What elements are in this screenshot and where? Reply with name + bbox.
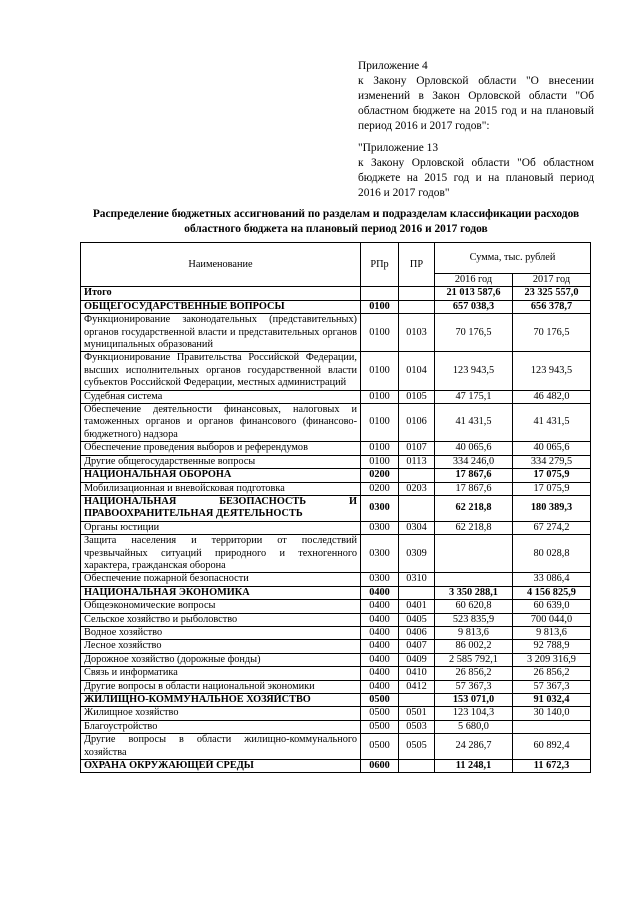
- row-2016: [435, 535, 513, 573]
- row-name: Функционирование Правительства Российской Федерации, высших исполнительных органов государственной власти субъектов Российской Федерации, местных администраций: [81, 352, 361, 390]
- row-pr: 0407: [399, 640, 435, 653]
- row-pr: [399, 586, 435, 599]
- budget-table: [80, 242, 591, 773]
- header-pr: ПР: [399, 243, 435, 287]
- header-rpr: РПр: [361, 243, 399, 287]
- row-pr: 0412: [399, 680, 435, 693]
- table-row: [81, 287, 591, 300]
- row-rpr: 0500: [361, 720, 399, 733]
- table-row: [81, 600, 591, 613]
- row-rpr: 0500: [361, 734, 399, 760]
- table-row: [81, 390, 591, 403]
- table-body: [81, 287, 591, 773]
- table-row: [81, 667, 591, 680]
- row-2016: 657 038,3: [435, 300, 513, 313]
- row-pr: 0106: [399, 404, 435, 442]
- table-header-row: [81, 243, 591, 274]
- row-2017: 46 482,0: [513, 390, 591, 403]
- header-sum: Сумма, тыс. рублей: [435, 243, 591, 274]
- row-pr: [399, 760, 435, 773]
- row-2016: [435, 573, 513, 586]
- row-2016: 41 431,5: [435, 404, 513, 442]
- table-row: [81, 404, 591, 442]
- row-2017: 92 788,9: [513, 640, 591, 653]
- row-rpr: 0100: [361, 390, 399, 403]
- row-rpr: 0400: [361, 653, 399, 666]
- row-pr: [399, 495, 435, 521]
- row-rpr: 0100: [361, 404, 399, 442]
- row-2017: 656 378,7: [513, 300, 591, 313]
- row-rpr: 0600: [361, 760, 399, 773]
- row-pr: 0103: [399, 314, 435, 352]
- row-name: Органы юстиции: [81, 521, 361, 534]
- row-pr: 0309: [399, 535, 435, 573]
- row-name: Мобилизационная и вневойсковая подготовка: [81, 482, 361, 495]
- table-row: [81, 626, 591, 639]
- row-rpr: 0300: [361, 495, 399, 521]
- row-2017: 80 028,8: [513, 535, 591, 573]
- appendix-quote-law-reference: к Закону Орловской области "Об областном бюджете на 2015 год и на плановый период 2016 и 2017 годов": [358, 157, 594, 199]
- row-name: НАЦИОНАЛЬНАЯ ОБОРОНА: [81, 469, 361, 482]
- row-2017: 9 813,6: [513, 626, 591, 639]
- row-name: ЖИЛИЩНО-КОММУНАЛЬНОЕ ХОЗЯЙСТВО: [81, 694, 361, 707]
- row-pr: 0203: [399, 482, 435, 495]
- row-2016: 86 002,2: [435, 640, 513, 653]
- row-pr: 0304: [399, 521, 435, 534]
- row-pr: 0310: [399, 573, 435, 586]
- row-2017: 70 176,5: [513, 314, 591, 352]
- row-2017: 180 389,3: [513, 495, 591, 521]
- row-2017: 700 044,0: [513, 613, 591, 626]
- row-2017: 17 075,9: [513, 482, 591, 495]
- appendix-number: Приложение 4: [358, 60, 428, 72]
- table-row: [81, 734, 591, 760]
- row-rpr: 0400: [361, 600, 399, 613]
- row-2016: 21 013 587,6: [435, 287, 513, 300]
- appendix-quote-header: [358, 141, 594, 201]
- row-name: Сельское хозяйство и рыболовство: [81, 613, 361, 626]
- row-2016: 70 176,5: [435, 314, 513, 352]
- row-2017: 67 274,2: [513, 521, 591, 534]
- row-name: Лесное хозяйство: [81, 640, 361, 653]
- row-2016: 60 620,8: [435, 600, 513, 613]
- header-name: Наименование: [81, 243, 361, 287]
- row-pr: 0401: [399, 600, 435, 613]
- row-name: НАЦИОНАЛЬНАЯ ЭКОНОМИКА: [81, 586, 361, 599]
- table-row: [81, 442, 591, 455]
- row-2016: 62 218,8: [435, 521, 513, 534]
- row-rpr: 0200: [361, 469, 399, 482]
- row-rpr: 0400: [361, 586, 399, 599]
- row-2016: 57 367,3: [435, 680, 513, 693]
- row-rpr: 0500: [361, 694, 399, 707]
- table-row: [81, 680, 591, 693]
- row-2017: 33 086,4: [513, 573, 591, 586]
- row-pr: [399, 469, 435, 482]
- row-2017: 91 032,4: [513, 694, 591, 707]
- row-2016: 17 867,6: [435, 469, 513, 482]
- row-name: Связь и информатика: [81, 667, 361, 680]
- row-rpr: 0200: [361, 482, 399, 495]
- row-name: ОБЩЕГОСУДАРСТВЕННЫЕ ВОПРОСЫ: [81, 300, 361, 313]
- row-rpr: 0100: [361, 314, 399, 352]
- row-2017: 26 856,2: [513, 667, 591, 680]
- row-pr: 0104: [399, 352, 435, 390]
- table-row: [81, 653, 591, 666]
- row-rpr: 0400: [361, 640, 399, 653]
- table-row: [81, 640, 591, 653]
- row-2017: 40 065,6: [513, 442, 591, 455]
- row-2016: 153 071,0: [435, 694, 513, 707]
- row-2016: 47 175,1: [435, 390, 513, 403]
- row-2017: 334 279,5: [513, 455, 591, 468]
- table-row: [81, 694, 591, 707]
- row-rpr: 0500: [361, 707, 399, 720]
- row-2016: 17 867,6: [435, 482, 513, 495]
- row-rpr: [361, 287, 399, 300]
- row-rpr: 0400: [361, 626, 399, 639]
- row-name: Другие вопросы в области национальной экономики: [81, 680, 361, 693]
- row-pr: [399, 300, 435, 313]
- row-rpr: 0400: [361, 680, 399, 693]
- row-2017: 4 156 825,9: [513, 586, 591, 599]
- row-2017: 123 943,5: [513, 352, 591, 390]
- row-2017: 3 209 316,9: [513, 653, 591, 666]
- appendix-quote-number: "Приложение 13: [358, 142, 439, 154]
- row-2016: 123 104,3: [435, 707, 513, 720]
- row-rpr: 0100: [361, 455, 399, 468]
- table-row: [81, 352, 591, 390]
- row-pr: 0105: [399, 390, 435, 403]
- row-2016: 24 286,7: [435, 734, 513, 760]
- table-row: [81, 586, 591, 599]
- table-row: [81, 573, 591, 586]
- row-pr: 0501: [399, 707, 435, 720]
- table-row: [81, 300, 591, 313]
- row-2016: 5 680,0: [435, 720, 513, 733]
- row-2016: 3 350 288,1: [435, 586, 513, 599]
- table-row: [81, 535, 591, 573]
- table-row: [81, 482, 591, 495]
- row-2016: 334 246,0: [435, 455, 513, 468]
- row-name: Благоустройство: [81, 720, 361, 733]
- row-2017: 57 367,3: [513, 680, 591, 693]
- row-name: Обеспечение пожарной безопасности: [81, 573, 361, 586]
- table-row: [81, 613, 591, 626]
- table-row: [81, 455, 591, 468]
- row-rpr: 0100: [361, 442, 399, 455]
- row-name: Обеспечение проведения выборов и референдумов: [81, 442, 361, 455]
- row-pr: [399, 694, 435, 707]
- row-pr: 0405: [399, 613, 435, 626]
- row-2017: 60 892,4: [513, 734, 591, 760]
- row-name: Итого: [81, 287, 361, 300]
- row-2016: 11 248,1: [435, 760, 513, 773]
- row-2016: 40 065,6: [435, 442, 513, 455]
- row-pr: 0505: [399, 734, 435, 760]
- row-2016: 523 835,9: [435, 613, 513, 626]
- row-rpr: 0400: [361, 613, 399, 626]
- row-rpr: 0100: [361, 352, 399, 390]
- row-2017: 41 431,5: [513, 404, 591, 442]
- row-pr: 0503: [399, 720, 435, 733]
- row-2017: 60 639,0: [513, 600, 591, 613]
- row-2017: 11 672,3: [513, 760, 591, 773]
- row-2017: 30 140,0: [513, 707, 591, 720]
- header-2016: 2016 год: [435, 274, 513, 287]
- table-row: [81, 469, 591, 482]
- row-pr: 0107: [399, 442, 435, 455]
- document-title: Распределение бюджетных ассигнований по разделам и подразделам классификации расходов областного бюджета на плановый период 2016 и 2017 годов: [92, 208, 580, 235]
- row-rpr: 0300: [361, 535, 399, 573]
- table-row: [81, 495, 591, 521]
- row-name: Водное хозяйство: [81, 626, 361, 639]
- table-row: [81, 720, 591, 733]
- row-name: Судебная система: [81, 390, 361, 403]
- row-name: Жилищное хозяйство: [81, 707, 361, 720]
- row-2016: 123 943,5: [435, 352, 513, 390]
- row-rpr: 0300: [361, 573, 399, 586]
- row-2017: 23 325 557,0: [513, 287, 591, 300]
- row-pr: 0406: [399, 626, 435, 639]
- row-name: Обеспечение деятельности финансовых, налоговых и таможенных органов и органов финансового (финансово-бюджетного) надзора: [81, 404, 361, 442]
- appendix-law-reference: к Закону Орловской области "О внесении изменений в Закон Орловской области "Об областном бюджете на 2015 год и на плановый период 2016 и 2017 годов":: [358, 75, 594, 132]
- row-name: Другие вопросы в области жилищно-коммунального хозяйства: [81, 734, 361, 760]
- table-row: [81, 314, 591, 352]
- row-name: НАЦИОНАЛЬНАЯ БЕЗОПАСНОСТЬ И ПРАВООХРАНИТЕЛЬНАЯ ДЕЯТЕЛЬНОСТЬ: [81, 495, 361, 521]
- row-name: Другие общегосударственные вопросы: [81, 455, 361, 468]
- row-2017: [513, 720, 591, 733]
- row-name: ОХРАНА ОКРУЖАЮЩЕЙ СРЕДЫ: [81, 760, 361, 773]
- row-rpr: 0400: [361, 667, 399, 680]
- header-2017: 2017 год: [513, 274, 591, 287]
- row-2016: 26 856,2: [435, 667, 513, 680]
- row-rpr: 0100: [361, 300, 399, 313]
- row-name: Дорожное хозяйство (дорожные фонды): [81, 653, 361, 666]
- row-pr: 0410: [399, 667, 435, 680]
- appendix-header: [358, 59, 594, 134]
- table-row: [81, 707, 591, 720]
- row-2016: 9 813,6: [435, 626, 513, 639]
- table-row: [81, 760, 591, 773]
- row-name: Функционирование законодательных (представительных) органов государственной власти и представительных органов муниципальных образований: [81, 314, 361, 352]
- row-pr: [399, 287, 435, 300]
- row-name: Общеэкономические вопросы: [81, 600, 361, 613]
- row-pr: 0113: [399, 455, 435, 468]
- row-2016: 2 585 792,1: [435, 653, 513, 666]
- row-pr: 0409: [399, 653, 435, 666]
- row-2016: 62 218,8: [435, 495, 513, 521]
- table-row: [81, 521, 591, 534]
- row-rpr: 0300: [361, 521, 399, 534]
- row-2017: 17 075,9: [513, 469, 591, 482]
- row-name: Защита населения и территории от последствий чрезвычайных ситуаций природного и техногенного характера, гражданская оборона: [81, 535, 361, 573]
